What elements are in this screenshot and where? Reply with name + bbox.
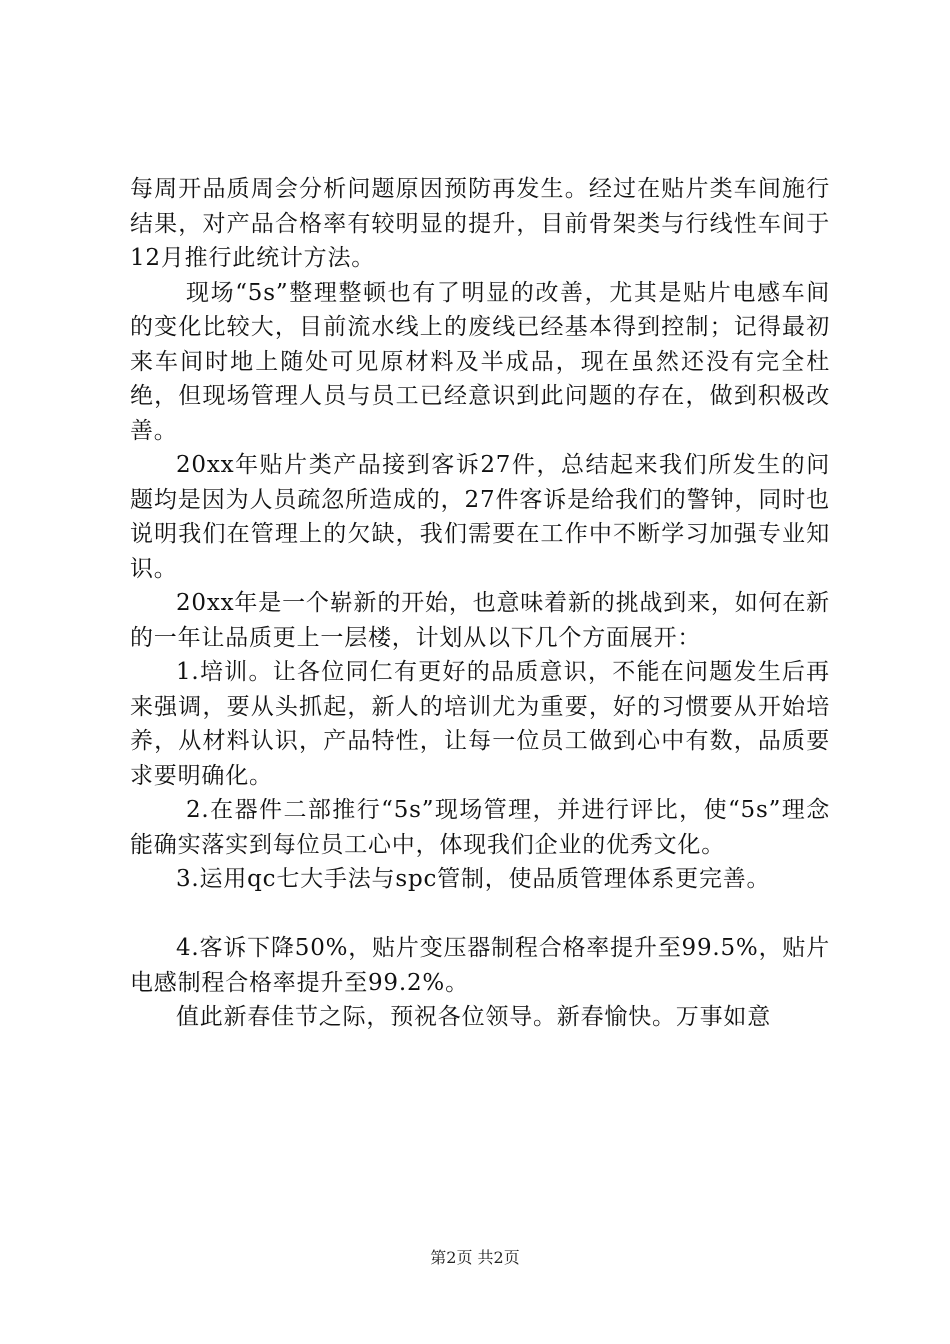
plan-item-qc-spc: 3.运用qc七大手法与spc管制，使品质管理体系更完善。: [176, 866, 771, 892]
paragraph-5s-improvement: 现场“5s”整理整顿也有了明显的改善，尤其是贴片电感车间的变化比较大，目前流水线上的废线已经基本得到控制；记得最初来车间时地上随处可见原材料及半成品，现在虽然还没有完全杜绝，但现场管理人员与员工已经意识到此问题的存在，做到积极改善。: [130, 279, 830, 444]
plan-item-5s: 2.在器件二部推行“5s”现场管理，并进行评比，使“5s”理念能确实落实到每位员工心中，体现我们企业的优秀文化。: [130, 797, 830, 858]
document-body: [130, 172, 830, 1035]
paragraph-weekly-meeting: 每周开品质周会分析问题原因预防再发生。经过在贴片类车间施行结果，对产品合格率有较明显的提升，目前骨架类与行线性车间于12月推行此统计方法。: [130, 176, 830, 271]
plan-item-complaint-reduction: 4.客诉下降50%，贴片变压器制程合格率提升至99.5%，贴片电感制程合格率提升至99.2%。: [130, 935, 830, 996]
paragraph-greeting: 值此新春佳节之际，预祝各位领导。新春愉快。万事如意: [176, 1004, 771, 1030]
paragraph-complaints: 20xx年贴片类产品接到客诉27件，总结起来我们所发生的问题均是因为人员疏忽所造成的，27件客诉是给我们的警钟，同时也说明我们在管理上的欠缺，我们需要在工作中不断学习加强专业知识。: [130, 452, 830, 582]
paragraph-new-year-plan: 20xx年是一个崭新的开始，也意味着新的挑战到来，如何在新的一年让品质更上一层楼，计划从以下几个方面展开：: [130, 590, 830, 651]
page-footer: 第2页 共2页: [430, 1248, 520, 1267]
plan-item-training: 1.培训。让各位同仁有更好的品质意识，不能在问题发生后再来强调，要从头抓起，新人的培训尤为重要，好的习惯要从开始培养，从材料认识，产品特性，让每一位员工做到心中有数，品质要求要明确化。: [130, 659, 830, 789]
